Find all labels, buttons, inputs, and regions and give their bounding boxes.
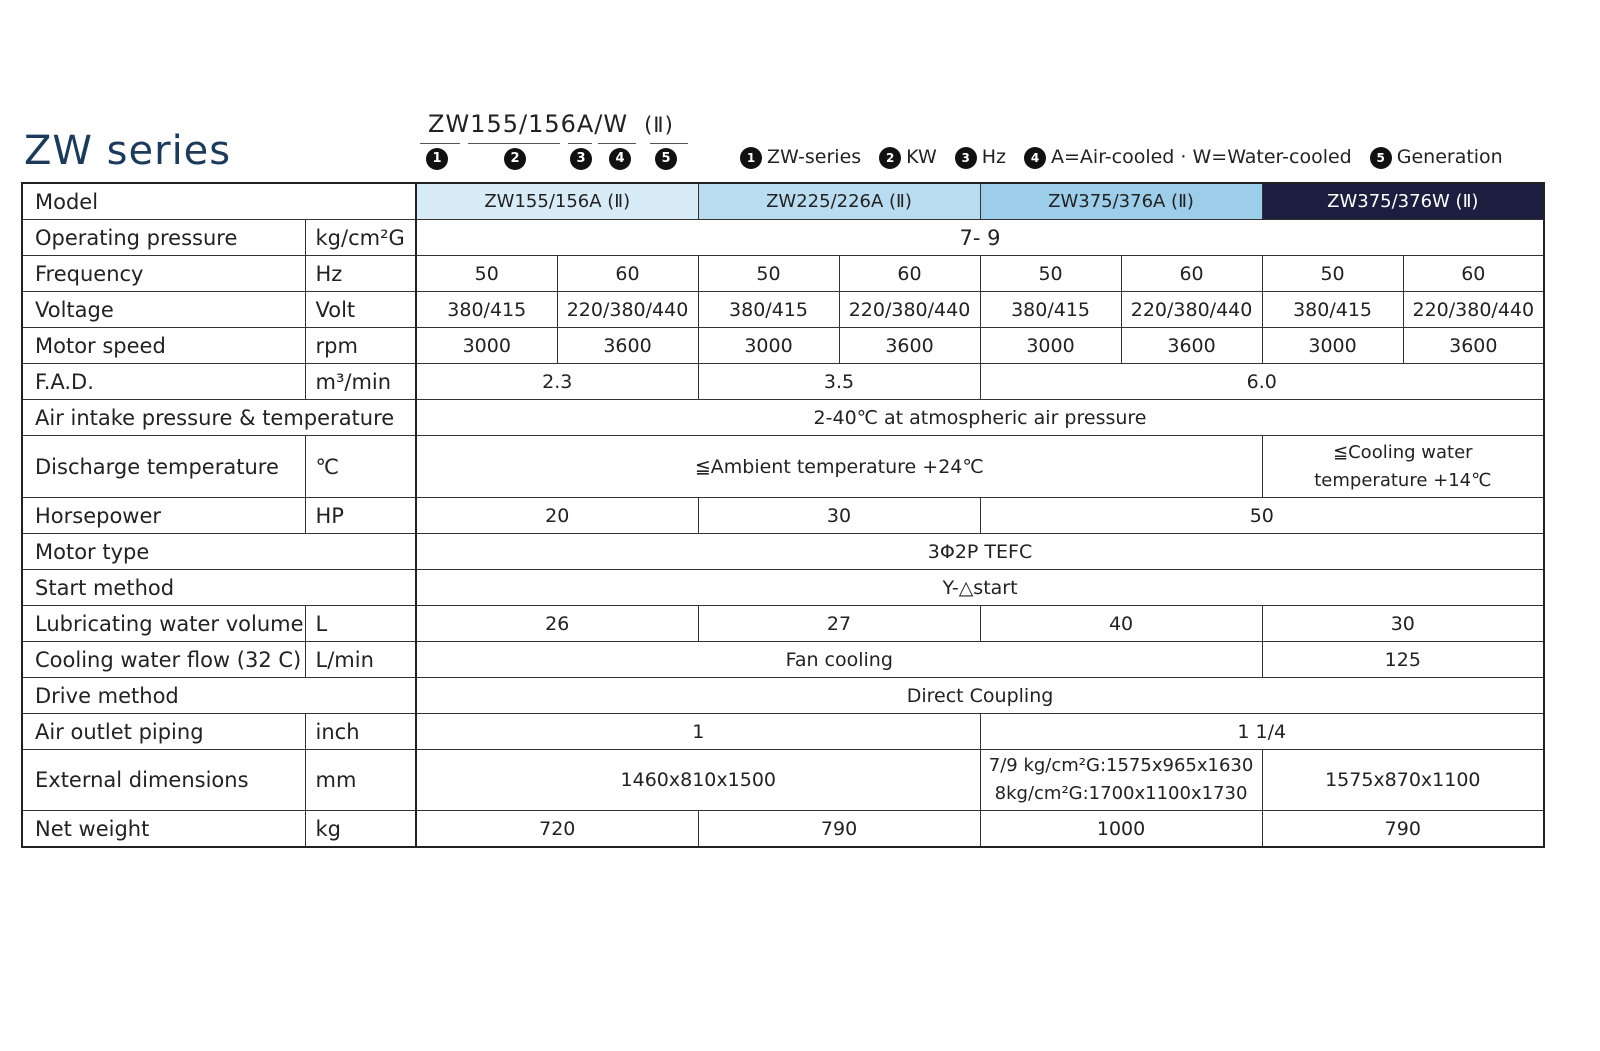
- table-cell: 1000: [980, 811, 1262, 848]
- row-label: Lubricating water volume: [22, 606, 305, 642]
- table-cell: 125: [1262, 642, 1544, 678]
- table-cell: 50: [980, 256, 1121, 292]
- table-row-operating-pressure: [22, 220, 1544, 256]
- row-unit: Volt: [305, 292, 416, 328]
- table-cell: 2.3: [416, 364, 698, 400]
- table-cell: 380/415: [698, 292, 839, 328]
- table-row-model: [22, 183, 1544, 220]
- row-label: Operating pressure: [22, 220, 305, 256]
- code-legend: [740, 146, 1503, 169]
- legend-number-badge: 4: [1024, 147, 1046, 169]
- table-cell: 220/380/440: [557, 292, 698, 328]
- table-cell: 3.5: [698, 364, 980, 400]
- row-label: Drive method: [22, 678, 416, 714]
- table-row-air-outlet: [22, 714, 1544, 750]
- legend-item: [955, 146, 1006, 169]
- table-cell: 3000: [980, 328, 1121, 364]
- model-header: ZW155/156A (Ⅱ): [416, 183, 698, 220]
- table-row-motor-type: [22, 534, 1544, 570]
- row-unit: L: [305, 606, 416, 642]
- row-label: Cooling water flow (32 C): [22, 642, 305, 678]
- table-cell: 50: [416, 256, 557, 292]
- row-label: Model: [22, 183, 416, 220]
- code-underline-1: [420, 143, 460, 144]
- model-header: ZW375/376W (Ⅱ): [1262, 183, 1544, 220]
- table-cell: 790: [698, 811, 980, 848]
- table-cell: 60: [1121, 256, 1262, 292]
- cell-line: 7/9 kg/cm²G:1575x965x1630: [988, 755, 1254, 776]
- row-label: Frequency: [22, 256, 305, 292]
- table-cell: 50: [980, 498, 1544, 534]
- table-row-horsepower: [22, 498, 1544, 534]
- row-label: Air intake pressure & temperature: [22, 400, 416, 436]
- table-cell: 790: [1262, 811, 1544, 848]
- table-cell: 1460x810x1500: [416, 750, 980, 811]
- cell-line: temperature +14℃: [1314, 469, 1492, 491]
- table-row-voltage: [22, 292, 1544, 328]
- code-underline-2: [468, 143, 560, 144]
- table-row-drive-method: [22, 678, 1544, 714]
- spec-table: [21, 182, 1545, 848]
- table-cell: [1262, 436, 1544, 498]
- legend-item: [740, 146, 861, 169]
- marker-5: 5: [655, 148, 677, 170]
- row-unit: mm: [305, 750, 416, 811]
- table-cell: Direct Coupling: [416, 678, 1544, 714]
- table-cell: 3Φ2P TEFC: [416, 534, 1544, 570]
- table-cell: 380/415: [1262, 292, 1403, 328]
- cell-line: 8kg/cm²G:1700x1100x1730: [994, 783, 1248, 804]
- table-cell: 20: [416, 498, 698, 534]
- row-unit: HP: [305, 498, 416, 534]
- table-cell: 30: [698, 498, 980, 534]
- cell-line: ≦Cooling water: [1333, 441, 1473, 463]
- marker-2: 2: [504, 148, 526, 170]
- row-label: Net weight: [22, 811, 305, 848]
- legend-text: Hz: [981, 146, 1006, 168]
- table-row-frequency: [22, 256, 1544, 292]
- table-row-fad: [22, 364, 1544, 400]
- marker-4: 4: [609, 148, 631, 170]
- table-cell: 220/380/440: [839, 292, 980, 328]
- legend-item: [1370, 146, 1503, 169]
- row-unit: ℃: [305, 436, 416, 498]
- row-label: F.A.D.: [22, 364, 305, 400]
- row-label: External dimensions: [22, 750, 305, 811]
- table-row-lubricating-water: [22, 606, 1544, 642]
- table-cell: Fan cooling: [416, 642, 1262, 678]
- table-row-start-method: [22, 570, 1544, 606]
- table-cell: 3600: [839, 328, 980, 364]
- table-cell: 380/415: [416, 292, 557, 328]
- legend-item: [879, 146, 937, 169]
- table-row-external-dimensions: [22, 750, 1544, 811]
- row-unit: m³/min: [305, 364, 416, 400]
- table-cell: Y-△start: [416, 570, 1544, 606]
- row-unit: Hz: [305, 256, 416, 292]
- row-label: Discharge temperature: [22, 436, 305, 498]
- table-row-net-weight: [22, 811, 1544, 848]
- table-row-cooling-water-flow: [22, 642, 1544, 678]
- table-cell: 1 1/4: [980, 714, 1544, 750]
- table-cell: 60: [557, 256, 698, 292]
- page-title: ZW series: [24, 128, 232, 174]
- table-cell: [980, 750, 1262, 811]
- legend-number-badge: 2: [879, 147, 901, 169]
- legend-text: Generation: [1396, 146, 1503, 168]
- table-cell: 60: [1403, 256, 1544, 292]
- table-row-air-intake: [22, 400, 1544, 436]
- code-underline-4: [598, 143, 636, 144]
- table-cell: 3600: [1121, 328, 1262, 364]
- row-unit: rpm: [305, 328, 416, 364]
- model-header: ZW375/376A (Ⅱ): [980, 183, 1262, 220]
- row-label: Start method: [22, 570, 416, 606]
- table-cell: 3600: [557, 328, 698, 364]
- legend-text: KW: [906, 146, 937, 168]
- legend-number-badge: 1: [740, 147, 762, 169]
- code-underline-5: [650, 143, 688, 144]
- model-code-example: [428, 110, 674, 138]
- model-header: ZW225/226A (Ⅱ): [698, 183, 980, 220]
- table-cell: 380/415: [980, 292, 1121, 328]
- row-label: Motor type: [22, 534, 416, 570]
- table-cell: 60: [839, 256, 980, 292]
- row-unit: L/min: [305, 642, 416, 678]
- legend-text: A=Air-cooled · W=Water-cooled: [1051, 146, 1352, 168]
- table-cell: 6.0: [980, 364, 1544, 400]
- table-cell: 3000: [1262, 328, 1403, 364]
- legend-text: ZW-series: [767, 146, 862, 168]
- table-cell: 1: [416, 714, 980, 750]
- table-cell: ≦Ambient temperature +24℃: [416, 436, 1262, 498]
- table-cell: 3600: [1403, 328, 1544, 364]
- table-cell: 2-40℃ at atmospheric air pressure: [416, 400, 1544, 436]
- table-cell: 1575x870x1100: [1262, 750, 1544, 811]
- table-cell: 27: [698, 606, 980, 642]
- row-unit: kg/cm²G: [305, 220, 416, 256]
- row-label: Motor speed: [22, 328, 305, 364]
- table-row-discharge-temperature: [22, 436, 1544, 498]
- legend-number-badge: 3: [955, 147, 977, 169]
- table-cell: 30: [1262, 606, 1544, 642]
- table-cell: 3000: [416, 328, 557, 364]
- table-cell: 7- 9: [416, 220, 1544, 256]
- table-row-motor-speed: [22, 328, 1544, 364]
- code-underline-3: [568, 143, 592, 144]
- legend-number-badge: 5: [1370, 147, 1392, 169]
- marker-3: 3: [570, 148, 592, 170]
- table-cell: 26: [416, 606, 698, 642]
- table-cell: 220/380/440: [1121, 292, 1262, 328]
- table-cell: 3000: [698, 328, 839, 364]
- row-label: Voltage: [22, 292, 305, 328]
- generation-code: (Ⅱ): [644, 113, 674, 137]
- row-unit: kg: [305, 811, 416, 848]
- row-label: Air outlet piping: [22, 714, 305, 750]
- marker-1: 1: [426, 148, 448, 170]
- table-cell: 50: [1262, 256, 1403, 292]
- table-cell: 40: [980, 606, 1262, 642]
- row-label: Horsepower: [22, 498, 305, 534]
- model-code-text: ZW155/156A/W: [428, 110, 629, 138]
- legend-item: [1024, 146, 1352, 169]
- table-cell: 50: [698, 256, 839, 292]
- table-cell: 720: [416, 811, 698, 848]
- table-cell: 220/380/440: [1403, 292, 1544, 328]
- row-unit: inch: [305, 714, 416, 750]
